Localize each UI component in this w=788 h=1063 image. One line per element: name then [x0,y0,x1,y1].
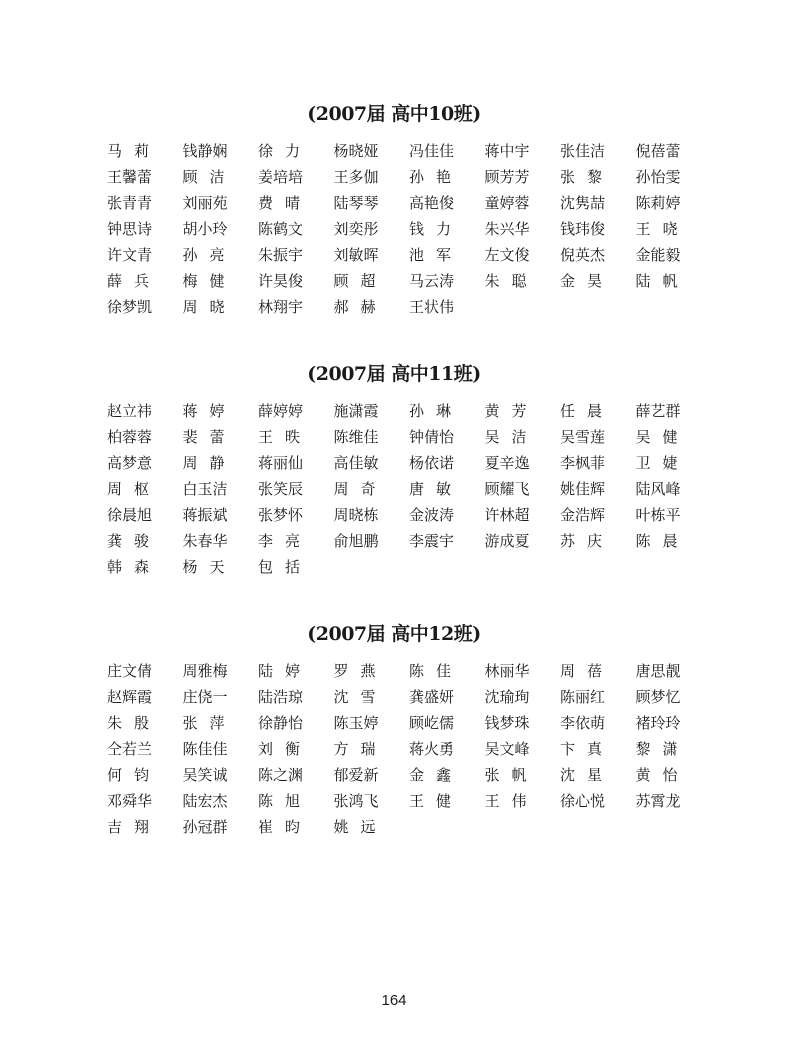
student-name: 唐敏 [409,480,464,498]
student-name: 许文青 [107,246,153,264]
student-name: 陈维佳 [333,428,379,446]
student-name: 张梦怀 [258,506,304,524]
student-name: 马莉 [107,142,162,160]
student-name: 夏辛逸 [484,454,530,472]
section-title: (2007届 高中10班) [307,103,481,125]
student-name: 张青青 [107,194,153,212]
student-name: 游成夏 [484,532,530,550]
student-name: 陈莉婷 [635,194,681,212]
student-name: 许林超 [484,506,530,524]
student-name: 金昊 [560,272,615,290]
student-name: 黄怡 [635,766,690,784]
student-name: 柏蓉蓉 [107,428,153,446]
student-name: 叶栋平 [635,506,681,524]
student-name: 徐梦凯 [107,298,153,316]
student-name: 郝赫 [333,298,388,316]
student-name: 蒋振斌 [182,506,228,524]
student-name: 陆帆 [635,272,690,290]
student-name: 金浩辉 [560,506,606,524]
student-name: 朱兴华 [484,220,530,238]
student-name: 孙艳 [409,168,464,186]
student-name: 赵辉霞 [107,688,153,706]
student-name: 孙琳 [409,402,464,420]
student-name: 苏霄龙 [635,792,681,810]
student-name: 刘敏晖 [333,246,379,264]
student-name: 孙冠群 [182,818,228,836]
student-name: 杨天 [182,558,237,576]
student-name: 仝若兰 [107,740,153,758]
student-name: 池军 [409,246,464,264]
student-name: 张鸿飞 [333,792,379,810]
student-name: 倪蓓蕾 [635,142,681,160]
student-name: 陈佳 [409,662,464,680]
student-name: 姜培培 [258,168,304,186]
student-name: 张萍 [182,714,237,732]
student-name: 钱梦珠 [484,714,530,732]
student-name: 钱静娴 [182,142,228,160]
student-name: 王哓 [635,220,690,238]
student-name: 吴洁 [484,428,539,446]
student-name: 李依萌 [560,714,606,732]
student-name: 吴文峰 [484,740,530,758]
student-name: 庄侥一 [182,688,228,706]
student-name: 薛兵 [107,272,162,290]
student-name: 杨晓娅 [333,142,379,160]
student-name: 赵立祎 [107,402,153,420]
student-name: 郁爱新 [333,766,379,784]
student-name: 沈隽喆 [560,194,606,212]
student-name: 顾屹儒 [409,714,455,732]
student-name: 任晨 [560,402,615,420]
student-name: 蒋丽仙 [258,454,304,472]
page-number: 164 [381,992,407,1009]
student-name: 唐思靓 [635,662,681,680]
student-name: 高佳敏 [333,454,379,472]
student-name: 包括 [258,558,313,576]
student-name: 崔昀 [258,818,313,836]
student-name: 王昳 [258,428,313,446]
student-name: 罗燕 [333,662,388,680]
student-name: 陆风峰 [635,480,681,498]
student-name: 钟思诗 [107,220,153,238]
student-name: 朱聪 [484,272,539,290]
student-name: 童婷蓉 [484,194,530,212]
student-name: 王状伟 [409,298,455,316]
student-name: 陈旭 [258,792,313,810]
student-name: 沈雪 [333,688,388,706]
student-name: 姚佳辉 [560,480,606,498]
student-name: 陆浩琼 [258,688,304,706]
student-name: 陈之渊 [258,766,304,784]
student-name: 周晓栋 [333,506,379,524]
student-name: 陈鹤文 [258,220,304,238]
student-name: 刘丽苑 [182,194,228,212]
student-name: 冯佳佳 [409,142,455,160]
student-name: 顾耀飞 [484,480,530,498]
student-name: 费晴 [258,194,313,212]
student-name: 林丽华 [484,662,530,680]
student-name: 蒋火勇 [409,740,455,758]
student-name: 陆婷 [258,662,313,680]
student-name: 周晓 [182,298,237,316]
student-name: 陈佳佳 [182,740,228,758]
student-name: 许昊俊 [258,272,304,290]
student-name: 王伟 [484,792,539,810]
student-name: 裴蕾 [182,428,237,446]
student-name: 邓舜华 [107,792,153,810]
student-name: 蒋中宇 [484,142,530,160]
student-name: 左文俊 [484,246,530,264]
student-name: 马云涛 [409,272,455,290]
student-name: 方瑞 [333,740,388,758]
student-name: 吴雪莲 [560,428,606,446]
student-name: 卫婕 [635,454,690,472]
student-name: 顾洁 [182,168,237,186]
student-name: 李枫菲 [560,454,606,472]
student-name: 周静 [182,454,237,472]
student-name: 周奇 [333,480,388,498]
student-name: 高艳俊 [409,194,455,212]
student-name: 吴健 [635,428,690,446]
name-grid [107,402,711,584]
student-name: 顾芳芳 [484,168,530,186]
student-name: 金能毅 [635,246,681,264]
student-name: 施潇霞 [333,402,379,420]
student-name: 韩森 [107,558,162,576]
student-name: 张笑辰 [258,480,304,498]
student-name: 周枢 [107,480,162,498]
student-name: 蒋婷 [182,402,237,420]
student-name: 沈星 [560,766,615,784]
student-name: 胡小玲 [182,220,228,238]
student-name: 吴笑诚 [182,766,228,784]
student-name: 徐晨旭 [107,506,153,524]
student-name: 朱殷 [107,714,162,732]
section-title: (2007届 高中12班) [307,623,481,645]
student-name: 徐静怡 [258,714,304,732]
student-name: 薛婷婷 [258,402,304,420]
student-name: 苏庆 [560,532,615,550]
student-name: 金鑫 [409,766,464,784]
student-name: 孙怡雯 [635,168,681,186]
student-name: 黄芳 [484,402,539,420]
student-name: 陆宏杰 [182,792,228,810]
student-name: 倪英杰 [560,246,606,264]
student-name: 杨依诺 [409,454,455,472]
section-title: (2007届 高中11班) [307,363,481,385]
student-name: 钱玮俊 [560,220,606,238]
student-name: 陈丽红 [560,688,606,706]
student-name: 顾梦忆 [635,688,681,706]
student-name: 陈晨 [635,532,690,550]
student-name: 庄文倩 [107,662,153,680]
student-name: 周蓓 [560,662,615,680]
student-name: 徐心悦 [560,792,606,810]
student-name: 白玉洁 [182,480,228,498]
student-name: 张帆 [484,766,539,784]
student-name: 褚玲玲 [635,714,681,732]
student-name: 孙亮 [182,246,237,264]
student-name: 李震宇 [409,532,455,550]
student-name: 龚骏 [107,532,162,550]
name-grid [107,662,711,844]
student-name: 黎潇 [635,740,690,758]
student-name: 何钧 [107,766,162,784]
student-name: 王多伽 [333,168,379,186]
student-name: 林翔宇 [258,298,304,316]
student-name: 顾超 [333,272,388,290]
student-name: 陆琴琴 [333,194,379,212]
student-name: 刘衡 [258,740,313,758]
student-name: 李亮 [258,532,313,550]
student-name: 朱春华 [182,532,228,550]
student-name: 朱振宇 [258,246,304,264]
student-name: 陈玉婷 [333,714,379,732]
student-name: 张佳洁 [560,142,606,160]
student-name: 王馨蕾 [107,168,153,186]
student-name: 薛艺群 [635,402,681,420]
student-name: 金波涛 [409,506,455,524]
name-grid [107,142,711,324]
student-name: 卞真 [560,740,615,758]
student-name: 钟倩怡 [409,428,455,446]
student-name: 沈瑜珣 [484,688,530,706]
student-name: 姚远 [333,818,388,836]
student-name: 龚盛妍 [409,688,455,706]
student-name: 吉翔 [107,818,162,836]
student-name: 周雅梅 [182,662,228,680]
student-name: 俞旭鹏 [333,532,379,550]
student-name: 徐力 [258,142,313,160]
student-name: 钱力 [409,220,464,238]
student-name: 王健 [409,792,464,810]
student-name: 高梦意 [107,454,153,472]
student-name: 刘奕彤 [333,220,379,238]
student-name: 梅健 [182,272,237,290]
student-name: 张黎 [560,168,615,186]
